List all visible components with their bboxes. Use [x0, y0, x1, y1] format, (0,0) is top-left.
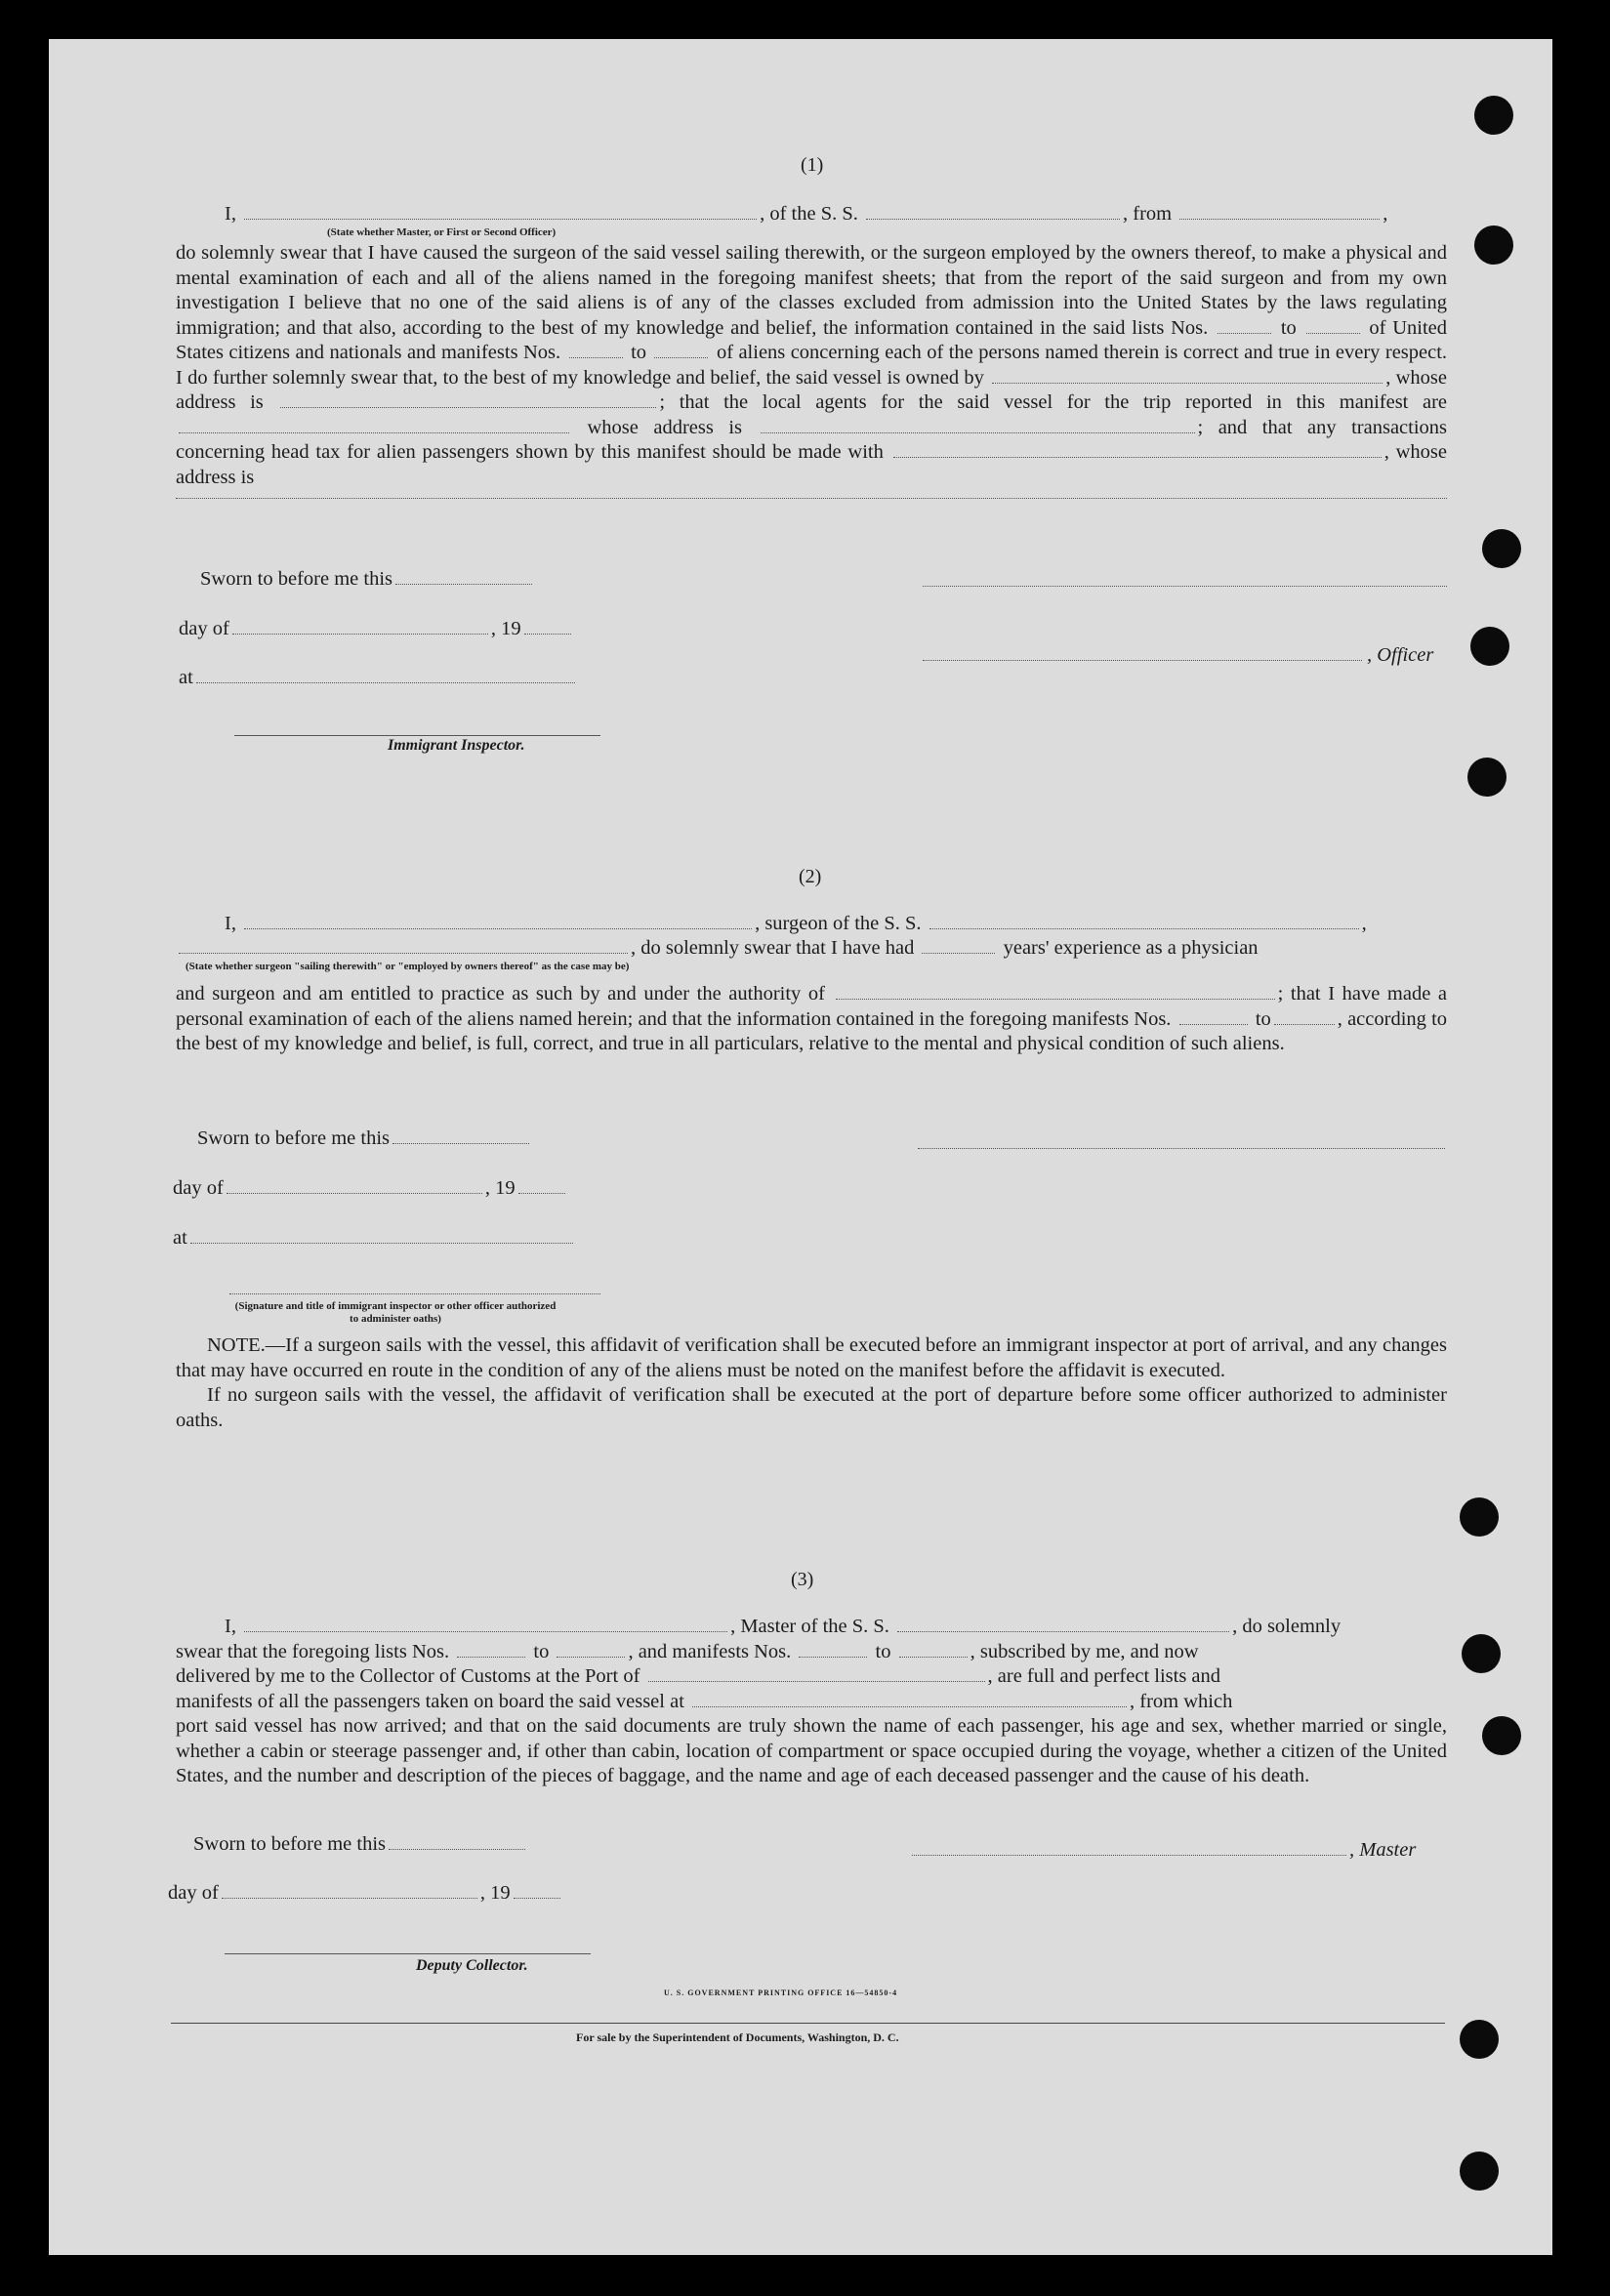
deputy-collector-signature-line[interactable]	[225, 1953, 591, 1954]
years-experience-field[interactable]	[922, 947, 995, 954]
day-of-month-field-1[interactable]	[232, 628, 488, 635]
note-paragraph-2: If no surgeon sails with the vessel, the affidavit of verification shall be executed at the port of departure before some officer authorized to administer oaths.	[176, 1384, 1447, 1431]
master-lists-to-field[interactable]	[557, 1651, 625, 1658]
punch-hole	[1474, 96, 1513, 135]
form-page	[49, 39, 1552, 2255]
section-3-body: I, , Master of the S. S. , do solemnly swear that the foregoing lists Nos. to , and manifests Nos. to , subscribed by me, and now delivered by me to the Collector of Customs at the Port of , are full and perfect lists and manifests of all the passengers taken on board the said vessel at , from which port said vessel has now arrived; and that on the said documents are truly shown the name of each passenger, his age and sex, whether married or single, whether a cabin or steerage passenger and, if other than cabin, location of compartment or space occupied during the voyage, whether a citizen of the United States, and the number and description of the pieces of baggage, and the name and age of each deceased passenger and the cause of his death.	[176, 1616, 1447, 1786]
surgeon-name-field[interactable]	[244, 922, 752, 929]
section-2-body: and surgeon and am entitled to practice as such by and under the authority of ; that I have made a personal examination of each of the aliens named herein; and that the information contained in the foregoing manifests Nos. to , according to the best of my knowledge and belief, is full, correct, and true in all particulars, relative to the mental and physical condition of such aliens.	[176, 983, 1448, 1054]
master-manifests-to-field[interactable]	[899, 1651, 968, 1658]
section-1-body: do solemnly swear that I have caused the surgeon of the said vessel sailing therewith, or the surgeon employed by the owners thereof, to make a physical and mental examination of each and all of the aliens named in the foregoing manifest sheets; that from the report of the said surgeon and from my own investigation I believe that no one of the said aliens is of any of the classes excluded from admission into the United States by the laws regulating immigration; and that also, according to the best of my knowledge and belief, the information contained in the said lists Nos. to of United States citizens and nationals and manifests Nos. to of aliens concerning each of the persons named therein is correct and true in every respect. I do further solemnly swear that, to the best of my knowledge and belief, the said vessel is owned by , whose address is ; that the local agents for the said vessel for the trip reported in this manifest are whose address is ; and that any transactions concerning head tax for alien passengers shown by this manifest should be made with , whose address is	[176, 241, 1447, 499]
at-place-field-1[interactable]	[196, 676, 575, 683]
deputy-collector-label: Deputy Collector.	[416, 1957, 528, 1974]
punch-hole	[1482, 1716, 1521, 1755]
master-vessel-field[interactable]	[897, 1625, 1229, 1632]
sworn-line-3: Sworn to before me this	[193, 1833, 528, 1856]
punch-hole	[1482, 529, 1521, 568]
embark-port-field[interactable]	[692, 1701, 1127, 1707]
section-2-heading: (2)	[799, 866, 822, 887]
manifests-to-field[interactable]	[654, 351, 708, 358]
day-of-line-3: day of , 19	[168, 1882, 563, 1905]
master-lists-from-field[interactable]	[457, 1651, 525, 1658]
officer-signature-line[interactable]	[923, 586, 1447, 587]
surgeon-signature-line[interactable]	[918, 1148, 1445, 1149]
agents-field[interactable]	[179, 427, 569, 433]
punch-hole	[1470, 627, 1509, 666]
collector-port-field[interactable]	[648, 1675, 985, 1682]
surgeon-status-field[interactable]	[179, 947, 628, 954]
day-of-line-2: day of , 19	[173, 1177, 568, 1200]
head-tax-address-field[interactable]	[176, 494, 1447, 499]
punch-hole	[1474, 226, 1513, 265]
footer-rule	[171, 2023, 1445, 2024]
section-1-heading: (1)	[801, 154, 824, 176]
verification-note	[176, 1333, 1447, 1433]
gpo-imprint: U. S. GOVERNMENT PRINTING OFFICE 16—54850-4	[664, 1988, 898, 1997]
sworn-line-1: Sworn to before me this	[200, 568, 535, 591]
surgeon-manifests-to-field[interactable]	[1274, 1018, 1335, 1025]
agents-address-field[interactable]	[761, 427, 1195, 433]
owner-address-field[interactable]	[280, 401, 656, 408]
officer-rank-caption: (State whether Master, or First or Second Officer)	[327, 226, 557, 238]
from-port-field[interactable]	[1179, 213, 1380, 220]
master-signature-line[interactable]	[912, 1855, 1346, 1856]
punch-hole	[1462, 1634, 1501, 1673]
oath-officer-caption: (Signature and title of immigrant inspector or other officer authorized to administer oaths)	[234, 1300, 557, 1325]
sworn-line-2: Sworn to before me this	[197, 1128, 532, 1150]
year-field-3[interactable]	[514, 1892, 560, 1899]
surgeon-vessel-field[interactable]	[929, 922, 1359, 929]
year-field-1[interactable]	[524, 628, 571, 635]
sworn-day-field-3[interactable]	[389, 1843, 525, 1850]
note-paragraph-1: NOTE.—If a surgeon sails with the vessel, this affidavit of verification shall be executed before an immigrant inspector at port of arrival, and any changes that may have occurred en route in the condition of any of the aliens must be noted on the manifest before the affidavit is executed.	[176, 1334, 1447, 1381]
oath-officer-signature-line[interactable]	[229, 1293, 600, 1294]
day-of-month-field-3[interactable]	[222, 1892, 477, 1899]
head-tax-party-field[interactable]	[893, 451, 1382, 458]
section-3-heading: (3)	[791, 1569, 814, 1590]
master-name-field[interactable]	[244, 1625, 727, 1632]
day-of-month-field-2[interactable]	[227, 1187, 482, 1194]
punch-hole	[1467, 758, 1507, 797]
footer-note: For sale by the Superintendent of Documents, Washington, D. C.	[576, 2030, 899, 2044]
officer-name-field[interactable]	[244, 213, 757, 220]
surgeon-status-caption: (State whether surgeon "sailing therewith" or "employed by owners thereof" as the case may be)	[186, 961, 630, 972]
at-line-1: at	[179, 667, 578, 689]
master-manifests-from-field[interactable]	[799, 1651, 867, 1658]
officer-title-line[interactable]	[923, 660, 1362, 661]
surgeon-manifests-from-field[interactable]	[1179, 1018, 1248, 1025]
sworn-day-field-1[interactable]	[395, 578, 532, 585]
at-line-2: at	[173, 1227, 576, 1250]
year-field-2[interactable]	[518, 1187, 565, 1194]
sworn-day-field-2[interactable]	[392, 1137, 529, 1144]
day-of-line-1: day of , 19	[179, 618, 574, 640]
punch-hole	[1460, 2152, 1499, 2191]
manifests-from-field[interactable]	[569, 351, 623, 358]
at-place-field-2[interactable]	[190, 1237, 573, 1244]
punch-hole	[1460, 2020, 1499, 2059]
surgeon-line: I, , surgeon of the S. S. ,	[225, 913, 1367, 934]
officer-label: , Officer	[1367, 644, 1434, 666]
lists-from-field[interactable]	[1218, 327, 1271, 334]
master-label: , Master	[1349, 1839, 1417, 1861]
vessel-name-field[interactable]	[866, 213, 1120, 220]
authority-field[interactable]	[836, 993, 1275, 1000]
inspector-signature-line[interactable]	[234, 735, 600, 736]
experience-line: , do solemnly swear that I have had years' experience as a physician	[176, 937, 1259, 960]
immigrant-inspector-label: Immigrant Inspector.	[388, 737, 525, 754]
owner-field[interactable]	[992, 377, 1383, 384]
punch-hole	[1460, 1497, 1499, 1537]
lists-to-field[interactable]	[1306, 327, 1360, 334]
officer-line: I, , of the S. S. , from ,	[225, 203, 1388, 225]
